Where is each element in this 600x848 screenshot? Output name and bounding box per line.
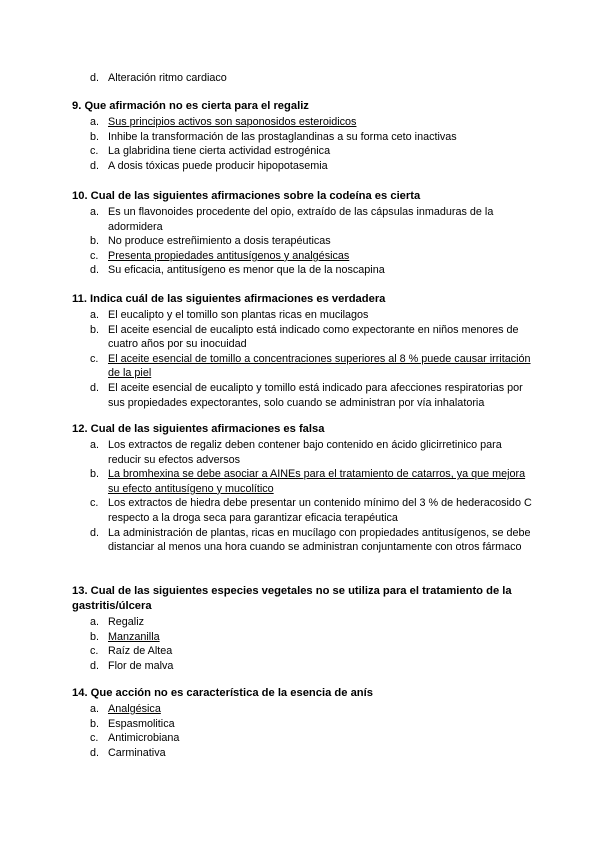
option-marker: d.: [90, 72, 100, 84]
option-list: [72, 615, 532, 673]
option-b: [72, 323, 532, 352]
option-marker: b.: [90, 130, 100, 143]
option-text: Manzanilla: [108, 630, 160, 643]
option-c: [72, 644, 532, 659]
option-text: El aceite esencial de eucalipto y tomillo está indicado para afecciones respiratorias por sus propiedades expectorantes, solo cuando se administran por vía inhalatoria: [108, 381, 523, 409]
option-list: [72, 205, 532, 278]
option-a-correct: [72, 115, 532, 130]
option-marker: c.: [90, 249, 99, 262]
option-d: [72, 746, 532, 761]
question-title: 13. Cual de las siguientes especies vegetales no se utiliza para el tratamiento de la gastritis/úlcera: [72, 585, 512, 612]
option-b-correct: [72, 630, 532, 645]
option-text: Raíz de Altea: [108, 645, 173, 658]
option-text: No produce estreñimiento a dosis terapéuticas: [108, 235, 331, 248]
option-text: Su eficacia, antitusígeno es menor que la de la noscapina: [108, 264, 385, 277]
option-text: Los extractos de hiedra debe presentar un contenido mínimo del 3 % de hederacosido C respecto a la droga seca para garantizar eficacia terapéutica: [108, 497, 532, 524]
option-c: [72, 144, 532, 159]
question-block-14: [72, 686, 532, 760]
option-b: [72, 234, 532, 249]
question-title: 14. Que acción no es característica de la esencia de anís: [72, 687, 373, 699]
option-c-correct: [72, 249, 532, 264]
option-marker: d.: [90, 264, 100, 277]
option-text: Regaliz: [108, 616, 145, 628]
option-c: [72, 496, 532, 525]
question-title: 10. Cual de las siguientes afirmaciones sobre la codeína es cierta: [72, 190, 421, 202]
option-text: A dosis tóxicas puede producir hipopotasemia: [108, 159, 328, 172]
option-list: [72, 702, 532, 760]
option-text: El eucalipto y el tomillo son plantas ricas en mucilagos: [108, 309, 369, 321]
option-a: [72, 308, 532, 323]
option-marker: a.: [90, 703, 100, 715]
question-title: 11. Indica cuál de las siguientes afirmaciones es verdadera: [72, 293, 386, 305]
option-marker: c.: [90, 497, 99, 510]
option-text: La administración de plantas, ricas en mucílago con propiedades antitusígenos, se debe distanciar al menos una hora cuando se administran conjuntamente con otros fármaco: [108, 526, 531, 554]
option-text: Antimicrobiana: [108, 732, 180, 745]
option-list: [72, 115, 532, 173]
option-text: El aceite esencial de tomillo a concentraciones superiores al 8 % puede causar irritación de la piel: [108, 352, 531, 380]
option-text: Espasmolitica: [108, 717, 175, 730]
option-marker: d.: [90, 159, 100, 172]
question-block-10: [72, 189, 532, 278]
option-list: [72, 71, 532, 86]
option-marker: d.: [90, 526, 100, 539]
option-d: [72, 526, 532, 555]
option-marker: b.: [90, 235, 100, 248]
option-text: La bromhexina se debe asociar a AINEs para el tratamiento de catarros, ya que mejora su efecto antitusígeno y mucolítico: [108, 468, 526, 495]
option-c-correct: [72, 352, 532, 381]
question-block-13: [72, 584, 532, 673]
option-d: [72, 263, 532, 278]
option-list: [72, 438, 532, 555]
option-marker: d.: [90, 659, 100, 672]
question-block-8-continued: [72, 71, 532, 86]
option-d: [72, 659, 532, 674]
option-text: Presenta propiedades antitusígenos y analgésicas: [108, 249, 350, 262]
option-d: [72, 159, 532, 174]
option-a: [72, 615, 532, 630]
option-b-correct: [72, 467, 532, 496]
option-marker: c.: [90, 732, 99, 745]
option-text: Sus principios activos son saponosidos esteroidicos: [108, 116, 357, 128]
option-a: [72, 205, 532, 234]
option-marker: a.: [90, 309, 100, 321]
option-d: [72, 381, 532, 410]
option-marker: b.: [90, 630, 100, 643]
option-marker: c.: [90, 145, 99, 158]
option-text: El aceite esencial de eucalipto está indicado como expectorante en niños menores de cuatro años por su inocuidad: [108, 323, 519, 351]
option-a-correct: [72, 702, 532, 717]
option-marker: d.: [90, 746, 100, 759]
question-block-12: [72, 422, 532, 555]
option-marker: b.: [90, 323, 100, 336]
option-d: [72, 71, 532, 86]
option-text: Los extractos de regaliz deben contener bajo contenido en ácido glicirretinico para reducir su efectos adversos: [108, 439, 502, 466]
question-title: 9. Que afirmación no es cierta para el regaliz: [72, 100, 309, 112]
question-block-9: [72, 99, 532, 173]
option-marker: b.: [90, 717, 100, 730]
question-block-11: [72, 292, 532, 410]
option-b: [72, 717, 532, 732]
option-marker: a.: [90, 439, 100, 451]
question-title: 12. Cual de las siguientes afirmaciones es falsa: [72, 423, 325, 435]
option-c: [72, 731, 532, 746]
option-marker: c.: [90, 645, 99, 658]
option-marker: d.: [90, 381, 100, 394]
option-text: Analgésica: [108, 703, 161, 715]
option-b: [72, 130, 532, 145]
option-text: Alteración ritmo cardiaco: [108, 72, 227, 84]
option-text: Flor de malva: [108, 659, 174, 672]
option-marker: a.: [90, 616, 100, 628]
option-text: Inhibe la transformación de las prostaglandinas a su forma ceto inactivas: [108, 130, 457, 143]
option-a: [72, 438, 532, 467]
option-text: La glabridina tiene cierta actividad estrogénica: [108, 145, 331, 158]
option-list: [72, 308, 532, 410]
option-marker: b.: [90, 468, 100, 481]
option-marker: a.: [90, 116, 100, 128]
option-text: Carminativa: [108, 746, 166, 759]
option-marker: c.: [90, 352, 99, 365]
option-text: Es un flavonoides procedente del opio, extraído de las cápsulas inmaduras de la adormidera: [108, 206, 494, 233]
option-marker: a.: [90, 206, 100, 218]
